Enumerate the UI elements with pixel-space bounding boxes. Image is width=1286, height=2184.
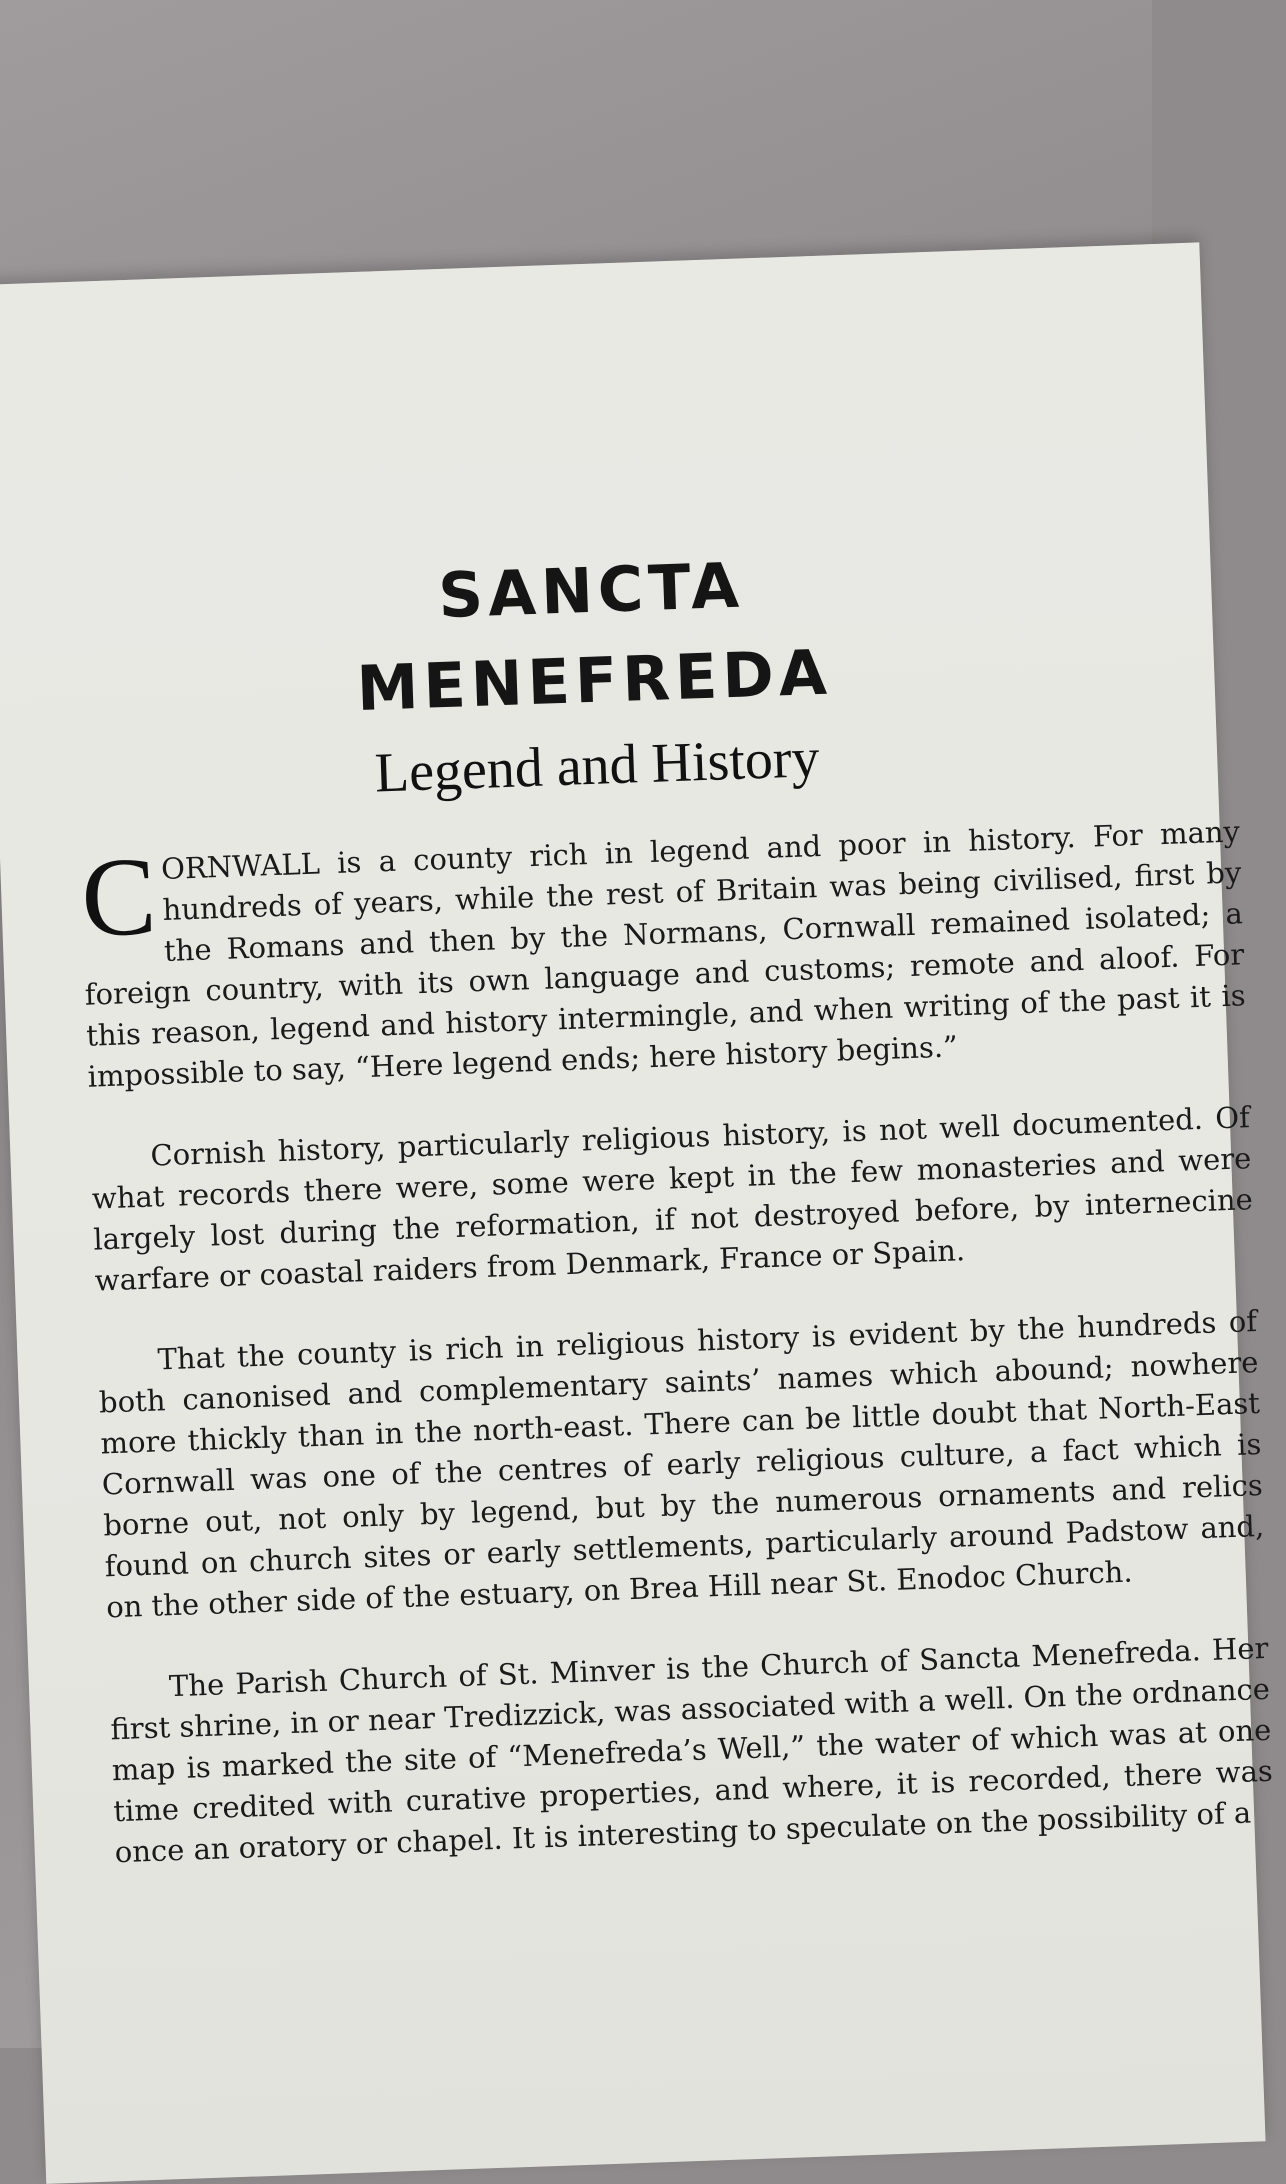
body-text <box>80 811 1276 1913</box>
paragraph-1 <box>80 811 1248 1097</box>
paragraph-3: That the county is rich in religious history is evident by the hundreds of both canonised and complementary saints’ names which abound; nowhere more thickly than in the north-east. There can be little doubt that North-East Cornwall was one of the centres of early religious culture, a fact which is borne out, not only by legend, but by the numerous ornaments and relics found on church sites or early settlements, particularly around Padstow and, on the other side of the estuary, on Brea Hill near St. Enodoc Church. <box>98 1304 1265 1625</box>
paragraph-1-text: ORNWALL is a county rich in legend and poor in history. For many hundreds of years, while the rest of Britain was being civilised, first by the Romans and then by the Normans, Cornwall remained isolated; a foreign country, with its own language and customs; remote and aloof. For this reason, legend and history intermingle, and when writing of the past it is impossible to say, “Here legend ends; here history begins.” <box>84 814 1247 1094</box>
drop-cap: C <box>79 834 159 961</box>
subtitle: Legend and History <box>373 727 821 805</box>
title-line-2: MENEFREDA <box>355 635 833 726</box>
paragraph-2: Cornish history, particularly religious history, is not well documented. Of what records there were, some were kept in the few monasteries and were largely lost during the reformation, if not destroyed before, by internecine warfare or coastal raiders from Denmark, France or Spain. <box>91 1100 1254 1298</box>
book-page <box>0 242 1274 2183</box>
title-line-1: SANCTA <box>437 548 745 633</box>
paragraph-4: The Parish Church of St. Minver is the Church of Sancta Menefreda. Her first shrine, in or near Tredizzick, was associated with a well. On the ordnance map is marked the site of “Menefreda’s Well,” the water of which was at one time credited with curative properties, and where, it is recorded, there was once an oratory or chapel. It is interesting to speculate on the possibility of a <box>109 1630 1274 1870</box>
